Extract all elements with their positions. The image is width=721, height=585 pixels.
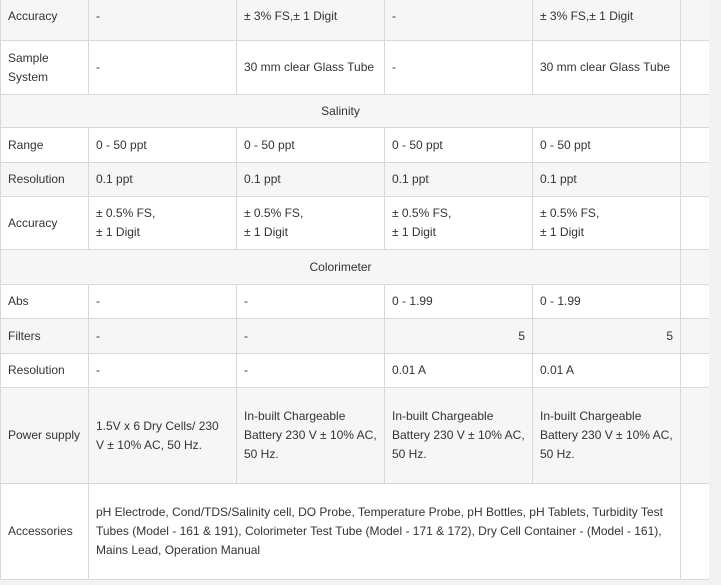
table-row xyxy=(1,354,710,388)
table-cell: 0.1 ppt xyxy=(385,163,533,197)
table-cell-empty xyxy=(681,484,710,580)
row-label: Resolution xyxy=(1,163,89,197)
table-cell: 0.01 A xyxy=(533,354,681,388)
table-cell: - xyxy=(89,319,237,354)
table-cell: ± 0.5% FS, ± 1 Digit xyxy=(533,197,681,250)
table-cell: 0.01 A xyxy=(385,354,533,388)
table-cell-empty xyxy=(681,285,710,319)
table-cell: 0 - 50 ppt xyxy=(89,128,237,163)
table-cell: pH Electrode, Cond/TDS/Salinity cell, DO Probe, Temperature Probe, pH Bottles, pH Tablets, Turbidity Test Tubes (Model - 161 & 191), Colorimeter Test Tube (Model - 171 & 172), Dry Cell Container - (Model - 161), Mains Lead, Operation Manual xyxy=(89,484,681,580)
table-cell-empty xyxy=(681,388,710,484)
table-row xyxy=(1,484,710,580)
table-cell: - xyxy=(89,354,237,388)
table-row xyxy=(1,197,710,250)
table-cell: - xyxy=(237,285,385,319)
row-label: Sample System xyxy=(1,41,89,95)
row-label: Accessories xyxy=(1,484,89,580)
table-cell-empty xyxy=(681,163,710,197)
table-row xyxy=(1,128,710,163)
table-cell: - xyxy=(89,0,237,41)
table-cell-empty xyxy=(681,197,710,250)
table-row xyxy=(1,163,710,197)
table-row xyxy=(1,285,710,319)
row-label: Filters xyxy=(1,319,89,354)
table-cell: 30 mm clear Glass Tube xyxy=(533,41,681,95)
table-cell: 0.1 ppt xyxy=(533,163,681,197)
table-cell: ± 3% FS,± 1 Digit xyxy=(237,0,385,41)
row-label: Abs xyxy=(1,285,89,319)
table-cell-empty xyxy=(681,95,710,128)
table-cell: 0.1 ppt xyxy=(237,163,385,197)
table-cell: 0 - 1.99 xyxy=(533,285,681,319)
table-cell: - xyxy=(89,285,237,319)
table-cell-empty xyxy=(681,250,710,285)
table-cell: 0 - 50 ppt xyxy=(385,128,533,163)
section-heading: Colorimeter xyxy=(1,250,681,285)
section-heading: Salinity xyxy=(1,95,681,128)
table-cell: - xyxy=(385,0,533,41)
section-row xyxy=(1,250,710,285)
section-row xyxy=(1,95,710,128)
table-cell: In-built Chargeable Battery 230 V ± 10% AC, 50 Hz. xyxy=(385,388,533,484)
table-cell: ± 3% FS,± 1 Digit xyxy=(533,0,681,41)
row-label: Power supply xyxy=(1,388,89,484)
row-label: Range xyxy=(1,128,89,163)
table-cell: In-built Chargeable Battery 230 V ± 10% AC, 50 Hz. xyxy=(237,388,385,484)
table-cell: - xyxy=(237,354,385,388)
table-cell-empty xyxy=(681,0,710,41)
table-row xyxy=(1,0,710,41)
table-cell: 0.1 ppt xyxy=(89,163,237,197)
table-cell: - xyxy=(237,319,385,354)
table-cell-empty xyxy=(681,354,710,388)
table-row xyxy=(1,319,710,354)
table-cell-empty xyxy=(681,319,710,354)
table-cell: - xyxy=(89,41,237,95)
table-cell: ± 0.5% FS, ± 1 Digit xyxy=(89,197,237,250)
row-label: Accuracy xyxy=(1,0,89,41)
table-cell: 0 - 1.99 xyxy=(385,285,533,319)
table-row xyxy=(1,41,710,95)
table-cell: 5 xyxy=(385,319,533,354)
row-label: Resolution xyxy=(1,354,89,388)
table-cell-empty xyxy=(681,41,710,95)
table-cell-empty xyxy=(681,128,710,163)
table-cell: 0 - 50 ppt xyxy=(237,128,385,163)
table-cell: In-built Chargeable Battery 230 V ± 10% AC, 50 Hz. xyxy=(533,388,681,484)
table-cell: ± 0.5% FS, ± 1 Digit xyxy=(237,197,385,250)
page-margin xyxy=(709,0,721,585)
table-cell: 1.5V x 6 Dry Cells/ 230 V ± 10% AC, 50 Hz. xyxy=(89,388,237,484)
row-label: Accuracy xyxy=(1,197,89,250)
table-row xyxy=(1,388,710,484)
table-cell: - xyxy=(385,41,533,95)
table-cell: 5 xyxy=(533,319,681,354)
table-cell: 0 - 50 ppt xyxy=(533,128,681,163)
table-cell: ± 0.5% FS, ± 1 Digit xyxy=(385,197,533,250)
table-cell: 30 mm clear Glass Tube xyxy=(237,41,385,95)
